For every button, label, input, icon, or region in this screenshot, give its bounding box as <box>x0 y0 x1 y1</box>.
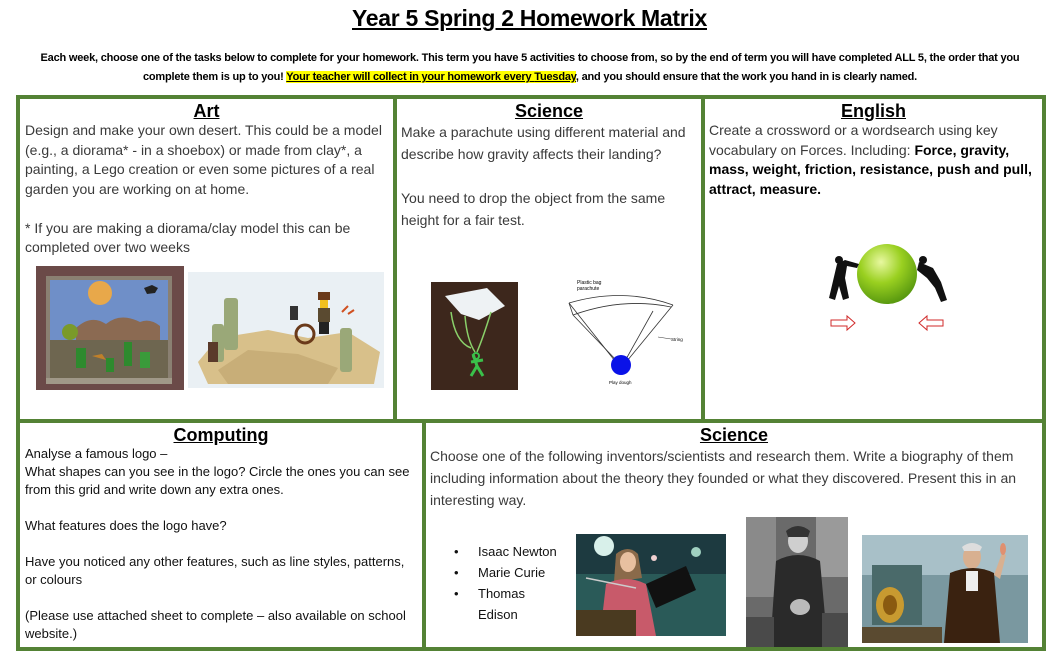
scientist-list <box>454 541 557 625</box>
computing-line-3: What features does the logo have? <box>25 518 227 533</box>
computing-line-4: Have you noticed any other features, such as line styles, patterns, or colours <box>25 554 405 587</box>
intro-highlight-text: Your teacher will collect in your homework every <box>286 71 535 83</box>
computing-line-5: (Please use attached sheet to complete – also available on school website.) <box>25 608 406 641</box>
science-inventors-cell <box>422 419 1046 651</box>
art-cell <box>16 95 397 423</box>
svg-text:parachute: parachute <box>577 286 600 292</box>
english-task: Create a crossword or a wordsearch using key vocabulary on Forces. Including: <box>709 122 998 158</box>
science-inventors-task: Choose one of the following inventors/scientists and research them. Write a biography of them including information about the theory they founded or what they discovered. Present this in an interesting way. <box>430 448 1017 508</box>
isaac-newton-image <box>576 534 726 636</box>
science-inventors-body <box>426 445 1042 511</box>
art-title: Art <box>193 101 220 121</box>
marie-curie-image <box>746 517 848 649</box>
thomas-edison-image <box>862 535 1028 643</box>
svg-text:Play dough: Play dough <box>609 380 632 385</box>
list-item: • Thomas Edison <box>454 586 525 622</box>
page-title: Year 5 Spring 2 Homework Matrix <box>352 5 707 31</box>
science-parachute-body <box>397 121 701 231</box>
english-keywords: Force, gravity, mass, weight, friction, resistance, push and pull, attract, measure. <box>709 141 1032 197</box>
parachute-diagram <box>563 275 689 387</box>
science-parachute-note: You need to drop the object from the same height for a fair test. <box>401 190 666 228</box>
list-item: • Marie Curie <box>454 565 546 580</box>
english-title: English <box>840 101 906 121</box>
art-body <box>20 121 393 258</box>
intro-highlight-day: Tuesday <box>534 71 576 83</box>
list-item: • Isaac Newton <box>454 544 557 559</box>
science-parachute-cell <box>393 95 705 423</box>
intro-paragraph <box>20 49 1040 87</box>
desert-diorama-image <box>36 266 184 390</box>
art-note: * If you are making a diorama/clay model this can be completed over two weeks <box>25 219 351 255</box>
science-parachute-task: Make a parachute using different material and describe how gravity affects their landing? <box>401 124 686 162</box>
science-inventors-title: Science <box>699 425 769 445</box>
intro-highlight <box>286 71 576 83</box>
push-forces-illustration <box>813 242 961 338</box>
english-cell <box>701 95 1046 423</box>
lego-desert-image <box>188 272 384 388</box>
computing-cell <box>16 419 426 651</box>
english-body <box>705 121 1042 199</box>
svg-text:String: String <box>671 337 683 342</box>
parachute-photo <box>431 282 518 390</box>
diagram-label-canopy: Plastic bag <box>577 280 602 286</box>
computing-line-1: Analyse a famous logo – <box>25 446 168 461</box>
computing-body <box>20 445 422 643</box>
computing-title: Computing <box>173 425 269 445</box>
art-description: Design and make your own desert. This could be a model (e.g., a diorama* - in a shoebox) or made from clay*, a painting, a Lego creation or even some pictures of a real garden you are working on at home. <box>25 122 382 197</box>
intro-text: Each week, choose one of the tasks below to complete for your homework. This term you have 5 activities to choose from, so by the end of term you will have completed ALL 5, the order that you complete them is up to you! <box>40 52 1020 83</box>
intro-text-end: , and you should ensure that the work you hand in is clearly named. <box>575 71 918 83</box>
science-parachute-title: Science <box>514 101 584 121</box>
computing-line-2: What shapes can you see in the logo? Circle the ones you can see from this grid and write down any extra ones. <box>25 464 410 497</box>
